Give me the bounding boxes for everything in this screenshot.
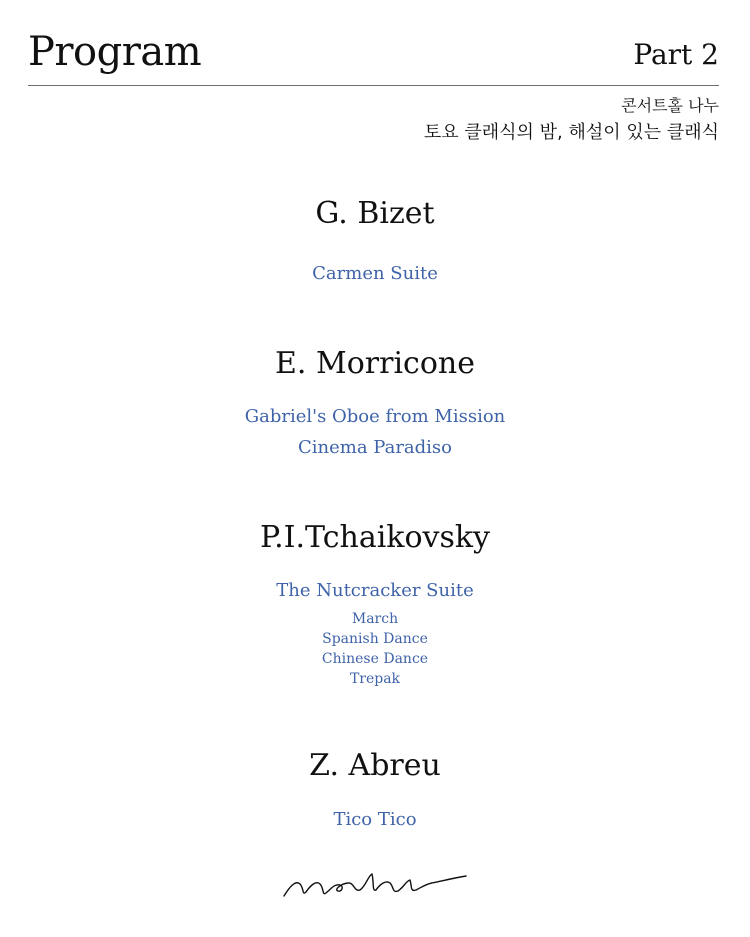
work-title: The Nutcracker Suite [276,580,474,601]
work-title: Cinema Paradiso [297,437,453,458]
movement-title: Trepak [349,671,401,687]
concert-title: 토요 클래식의 밤, 해설이 있는 클래식 [423,122,719,143]
composer-name: P.I.Tchaikovsky [259,520,491,555]
composer-name: Z. Abreu [309,748,441,783]
part-label: Part 2 [633,38,719,71]
venue-name: 콘서트홀 나누 [621,96,719,115]
page-header [28,26,719,86]
movement-title: Chinese Dance [321,651,429,667]
page-title: Program [28,29,202,75]
composer-name: E. Morricone [275,346,475,381]
work-title: Gabriel's Oboe from Mission [244,406,506,427]
venue-info [424,96,719,146]
movement-title: Spanish Dance [322,631,428,647]
handwritten-signature-icon [280,866,470,902]
work-title: Carmen Suite [312,263,438,284]
composer-name: G. Bizet [315,196,435,231]
movement-title: March [351,611,399,627]
work-title: Tico Tico [333,809,417,830]
